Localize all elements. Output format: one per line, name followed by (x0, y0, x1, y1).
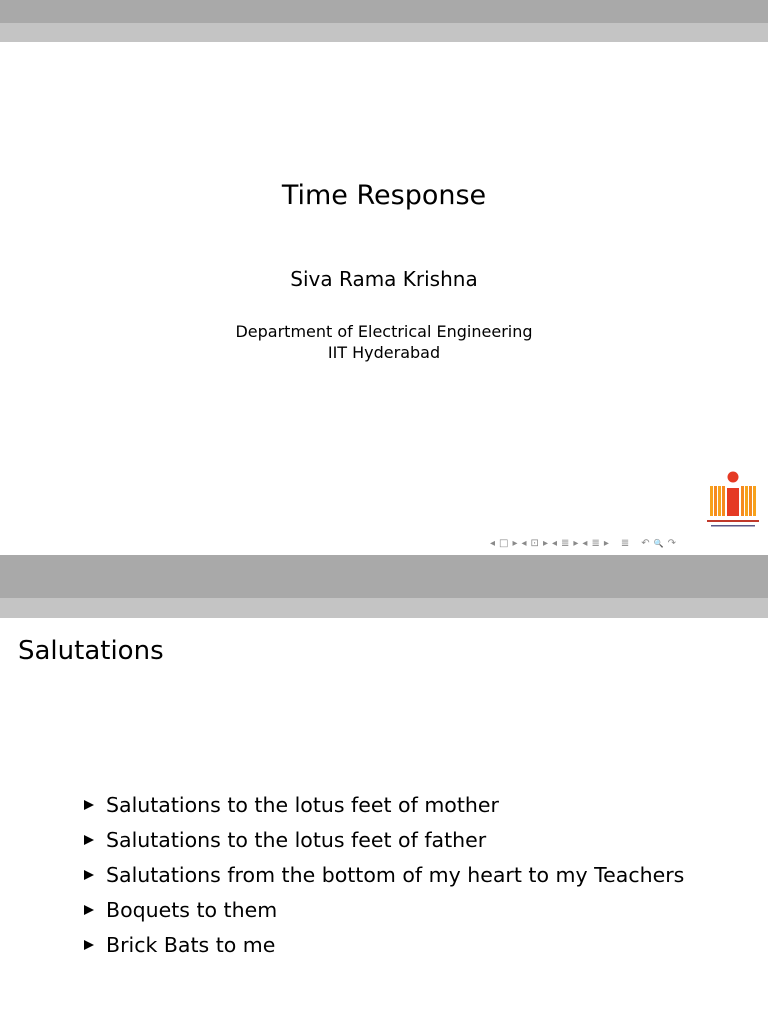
nav-next-doc-icon[interactable]: ▸ (603, 537, 609, 549)
salutations-list (80, 788, 684, 963)
list-item (80, 788, 684, 823)
nav-forward-icon[interactable]: ↷ (667, 537, 677, 549)
list-item (80, 823, 684, 858)
presentation-title: Time Response (281, 180, 487, 211)
slide1-header-bar-light (0, 23, 768, 42)
bullet-triangle-icon (84, 835, 94, 845)
list-item (80, 928, 684, 963)
nav-appendix-icon[interactable]: ≣ (620, 537, 630, 549)
nav-next-section-icon[interactable]: ▸ (573, 537, 579, 549)
iit-hyderabad-logo-icon (703, 468, 763, 530)
slide2-header-bar-light (0, 598, 768, 618)
list-item-text: Salutations to the lotus feet of father (106, 828, 487, 852)
nav-next-frame-icon[interactable]: ▸ (512, 537, 518, 549)
beamer-navigation-bar[interactable] (490, 535, 766, 551)
nav-next-subsection-icon[interactable]: ▸ (542, 537, 548, 549)
bullet-triangle-icon (84, 940, 94, 950)
nav-prev-doc-icon[interactable]: ◂ (582, 537, 588, 549)
list-item (80, 893, 684, 928)
slide-title-page (0, 42, 768, 555)
slide1-header-bar-dark (0, 0, 768, 23)
department-name: Department of Electrical Engineering (235, 322, 533, 341)
frame-title: Salutations (18, 636, 164, 666)
bullet-triangle-icon (84, 870, 94, 880)
bullet-triangle-icon (84, 800, 94, 810)
list-item-text: Boquets to them (106, 898, 278, 922)
nav-subsection-icon[interactable]: ⊡ (530, 537, 539, 549)
nav-frame-icon[interactable]: □ (499, 537, 509, 549)
author-name: Siva Rama Krishna (290, 267, 478, 291)
institution-block (0, 321, 768, 363)
nav-doc-icon[interactable]: ≣ (591, 537, 600, 549)
list-item-text: Salutations to the lotus feet of mother (106, 793, 499, 817)
list-item-text: Brick Bats to me (106, 933, 276, 957)
bullet-triangle-icon (84, 905, 94, 915)
list-item-text: Salutations from the bottom of my heart to my Teachers (106, 863, 685, 887)
institute-name: IIT Hyderabad (327, 343, 441, 362)
list-item (80, 858, 684, 893)
nav-prev-section-icon[interactable]: ◂ (551, 537, 557, 549)
slide2-header-bar-dark (0, 555, 768, 598)
nav-search-icon[interactable]: 🔍 (653, 538, 664, 548)
nav-section-icon[interactable]: ≣ (561, 537, 570, 549)
nav-back-icon[interactable]: ↶ (641, 537, 650, 549)
nav-prev-frame-icon[interactable]: ◂ (490, 537, 496, 549)
nav-prev-subsection-icon[interactable]: ◂ (521, 537, 527, 549)
